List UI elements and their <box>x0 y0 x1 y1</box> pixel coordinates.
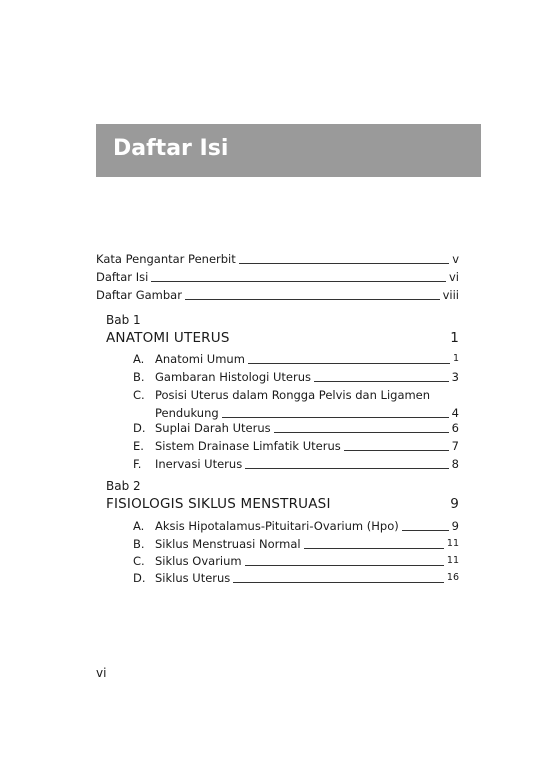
chapter-label: Bab 2 <box>106 479 141 493</box>
chapter-label: Bab 1 <box>106 313 141 327</box>
toc-section-text: Gambaran Histologi Uterus <box>155 370 311 384</box>
chapter-page: 9 <box>450 496 459 512</box>
leader-line <box>344 450 449 451</box>
section-letter: A. <box>133 519 145 533</box>
toc-section-page: 4 <box>451 406 459 420</box>
toc-section-entry[interactable] <box>155 406 459 420</box>
leader-line <box>304 548 444 549</box>
toc-section-page: 3 <box>451 370 459 384</box>
toc-section-entry[interactable] <box>155 370 459 384</box>
leader-line <box>233 582 444 583</box>
section-letter: D. <box>133 571 146 585</box>
toc-section-entry[interactable] <box>155 457 459 471</box>
leader-line <box>274 432 449 433</box>
toc-section-page: 6 <box>451 421 459 435</box>
toc-section-text: Sistem Drainase Limfatik Uterus <box>155 439 341 453</box>
chapter-title: FISIOLOGIS SIKLUS MENSTRUASI <box>106 496 331 512</box>
toc-entry-daftar-gambar[interactable] <box>96 288 459 302</box>
section-letter: A. <box>133 352 145 366</box>
toc-section-page: 7 <box>451 439 459 453</box>
chapter-page: 1 <box>450 330 459 346</box>
toc-section-page: 1 <box>452 353 459 364</box>
chapter-title: ANATOMI UTERUS <box>106 330 230 346</box>
leader-line <box>222 417 449 418</box>
toc-section-entry[interactable] <box>155 439 459 453</box>
toc-section-page: 11 <box>446 538 459 549</box>
toc-entry-text: Kata Pengantar Penerbit <box>96 252 236 266</box>
leader-line <box>245 565 444 566</box>
leader-line <box>151 281 446 282</box>
toc-section-text: Siklus Menstruasi Normal <box>155 537 301 551</box>
chapter-heading[interactable] <box>106 496 459 512</box>
section-letter: B. <box>133 370 145 384</box>
toc-entry-kata-pengantar[interactable] <box>96 252 459 266</box>
toc-section-text: Siklus Uterus <box>155 571 231 585</box>
toc-entry-page: v <box>452 252 459 266</box>
leader-line <box>248 363 450 364</box>
leader-line <box>402 530 449 531</box>
toc-section-page: 11 <box>446 555 459 566</box>
toc-section-entry[interactable] <box>155 571 459 585</box>
toc-section-entry[interactable] <box>155 519 459 533</box>
page-number: vi <box>96 666 107 680</box>
title-band <box>96 124 481 177</box>
toc-section-page: 8 <box>451 457 459 471</box>
leader-line <box>245 468 448 469</box>
page-title: Daftar Isi <box>113 136 229 161</box>
section-letter: B. <box>133 537 145 551</box>
toc-section-text: Inervasi Uterus <box>155 457 243 471</box>
leader-line <box>314 381 449 382</box>
section-letter: D. <box>133 421 146 435</box>
toc-section-entry[interactable] <box>155 537 459 551</box>
chapter-heading[interactable] <box>106 330 459 346</box>
toc-section-text: Anatomi Umum <box>155 352 245 366</box>
toc-section-text: Suplai Darah Uterus <box>155 421 271 435</box>
toc-section-entry[interactable] <box>155 554 459 568</box>
toc-section-entry[interactable] <box>155 421 459 435</box>
toc-section-text: Aksis Hipotalamus-Pituitari-Ovarium (Hpo) <box>155 519 399 533</box>
toc-section-entry[interactable] <box>155 352 459 366</box>
toc-entry-text: Daftar Isi <box>96 270 149 284</box>
toc-section-text: Siklus Ovarium <box>155 554 242 568</box>
section-letter: F. <box>133 457 142 471</box>
toc-section-text[interactable]: Posisi Uterus dalam Rongga Pelvis dan Ligamen <box>155 388 431 402</box>
toc-entry-daftar-isi[interactable] <box>96 270 459 284</box>
toc-entry-page: vi <box>448 270 459 284</box>
section-letter: C. <box>133 554 145 568</box>
toc-entry-page: viii <box>442 288 459 302</box>
toc-entry-text: Daftar Gambar <box>96 288 182 302</box>
toc-section-page: 16 <box>446 572 459 583</box>
section-letter: E. <box>133 439 144 453</box>
toc-section-text-continued: Pendukung <box>155 406 219 420</box>
leader-line <box>239 263 449 264</box>
toc-section-page: 9 <box>451 519 459 533</box>
leader-line <box>185 299 440 300</box>
section-letter: C. <box>133 388 145 402</box>
